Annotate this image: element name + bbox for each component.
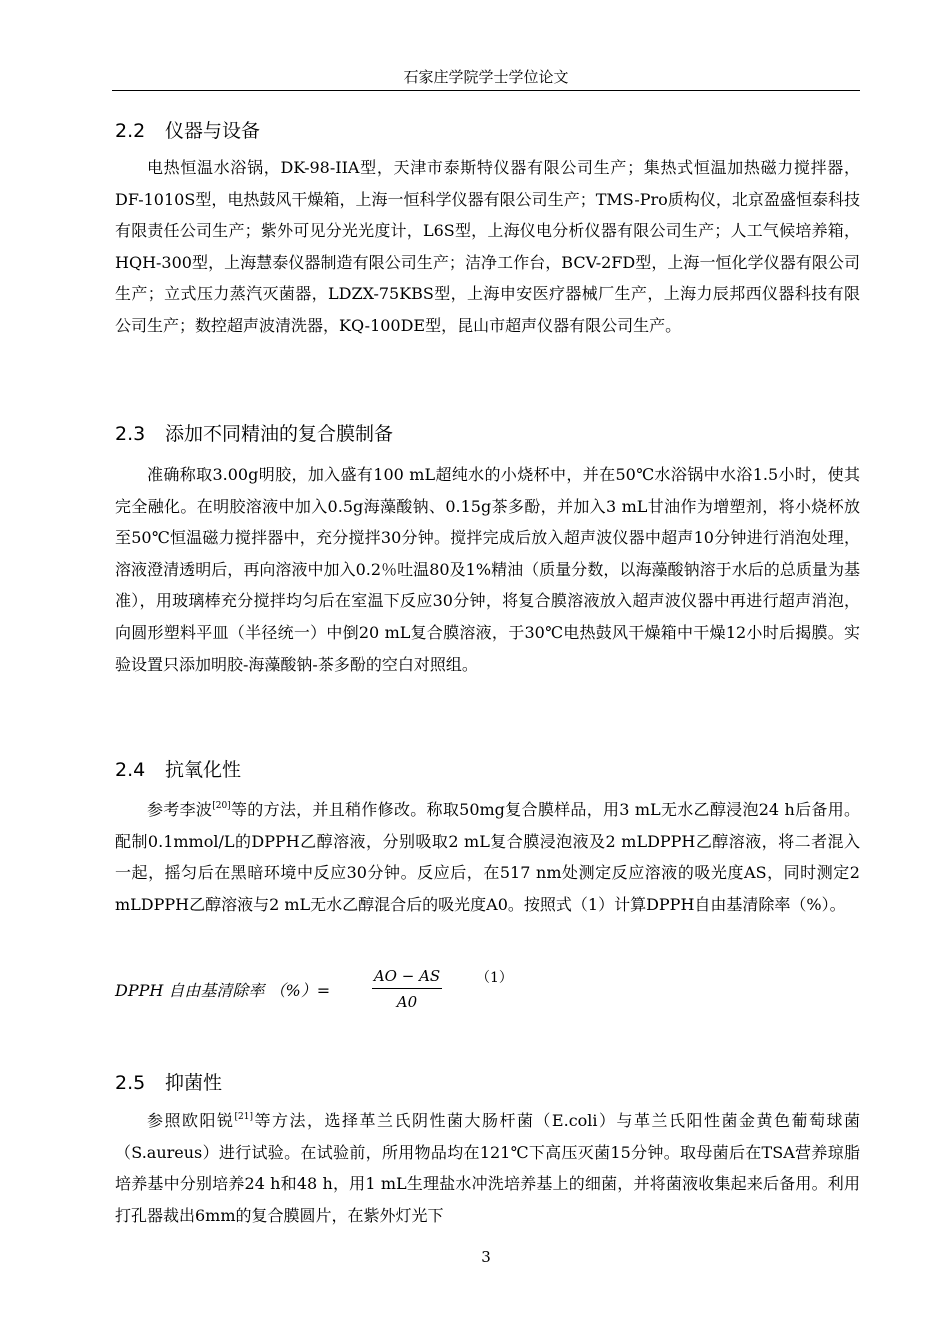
citation: [20] — [212, 801, 231, 811]
section-title: 抗氧化性 — [165, 759, 242, 781]
equation-denominator: A0 — [396, 993, 418, 1011]
header-rule — [112, 90, 860, 91]
running-header: 石家庄学院学士学位论文 — [403, 68, 569, 86]
equation-lhs: DPPH 自由基清除率 （%）= — [115, 981, 331, 1000]
section-heading-2-4 — [115, 757, 241, 783]
section-number: 2.5 — [115, 1072, 146, 1094]
section-body-2-4 — [115, 794, 860, 920]
equation-numerator: AO − AS — [373, 967, 441, 985]
equation-number: （1） — [476, 970, 513, 986]
section-number: 2.3 — [115, 423, 146, 445]
section-body-2-2: 电热恒温水浴锅，DK-98-IIA型，天津市泰斯特仪器有限公司生产；集热式恒温加热磁力搅拌器，DF-1010S型，电热鼓风干燥箱，上海一恒科学仪器有限公司生产；TMS-Pro质构仪，北京盈盛恒泰科技有限责任公司生产；紫外可见分光光度计，L6S型，上海仪电分析仪器有限公司生产；人工气候培养箱，HQH-300型，上海慧泰仪器制造有限公司生产；洁净工作台，BCV-2FD型，上海一恒化学仪器有限公司生产；立式压力蒸汽灭菌器，LDZX-75KBS型，上海申安医疗器械厂生产，上海力辰邦西仪器科技有限公司生产；数控超声波清洗器，KQ-100DE型，昆山市超声仪器有限公司生产。 — [115, 158, 860, 335]
section-body-2-3: 准确称取3.00g明胶，加入盛有100 mL超纯水的小烧杯中，并在50℃水浴锅中水浴1.5小时，使其完全融化。在明胶溶液中加入0.5g海藻酸钠、0.15g茶多酚，并加入3 mL甘油作为增塑剂，将小烧杯放至50℃恒温磁力搅拌器中，充分搅拌30分钟。搅拌完成后放入超声波仪器中超声10分钟进行消泡处理，溶液澄清透明后，再向溶液中加入0.2％吐温80及1%精油（质量分数，以海藻酸钠溶于水后的总质量为基准），用玻璃棒充分搅拌均匀后在室温下反应30分钟，将复合膜溶液放入超声波仪器中再进行超声消泡，向圆形塑料平皿（半径统一）中倒20 mL复合膜溶液，于30℃电热鼓风干燥箱中干燥12小时后揭膜。实验设置只添加明胶-海藻酸钠-茶多酚的空白对照组。 — [115, 465, 860, 674]
section-title: 抑菌性 — [165, 1072, 223, 1094]
body-text: 等的方法，并且稍作修改。称取50mg复合膜样品，用3 mL无水乙醇浸泡24 h后备用。配制0.1mmol/L的DPPH乙醇溶液，分别吸取2 mL复合膜浸泡液及2 mLDPPH乙醇溶液，将二者混入一起，摇匀后在黑暗环境中反应30分钟。反应后，在517 nm处测定反应溶液的吸光度AS，同时测定2 mLDPPH乙醇溶液与2 mL无水乙醇混合后的吸光度A0。按照式（1）计算DPPH自由基清除率（%）。 — [115, 800, 860, 914]
body-text: 等方法，选择革兰氏阴性菌大肠杆菌（E.coli）与革兰氏阳性菌金黄色葡萄球菌（S.aureus）进行试验。在试验前，所用物品均在121℃下高压灭菌15分钟。取母菌后在TSA营养琼脂培养基中分别培养24 h和48 h，用1 mL生理盐水冲洗培养基上的细菌，并将菌液收集起来后备用。利用打孔器裁出6mm的复合膜圆片，在紫外灯光下 — [115, 1111, 860, 1225]
section-number: 2.4 — [115, 759, 146, 781]
equation-dpph — [115, 965, 615, 1021]
body-text: 参照欧阳锐 — [147, 1111, 235, 1130]
page-number: 3 — [481, 1248, 491, 1266]
section-title: 仪器与设备 — [165, 120, 261, 142]
body-text: 参考李波 — [147, 800, 213, 819]
section-heading-2-2 — [115, 118, 260, 144]
section-heading-2-5 — [115, 1070, 222, 1096]
fraction-bar — [372, 988, 442, 989]
section-number: 2.2 — [115, 120, 146, 142]
equation-fraction — [372, 965, 442, 1013]
section-body-2-5 — [115, 1105, 860, 1231]
citation: [21] — [234, 1112, 253, 1122]
section-heading-2-3 — [115, 421, 393, 447]
section-title: 添加不同精油的复合膜制备 — [165, 423, 394, 445]
